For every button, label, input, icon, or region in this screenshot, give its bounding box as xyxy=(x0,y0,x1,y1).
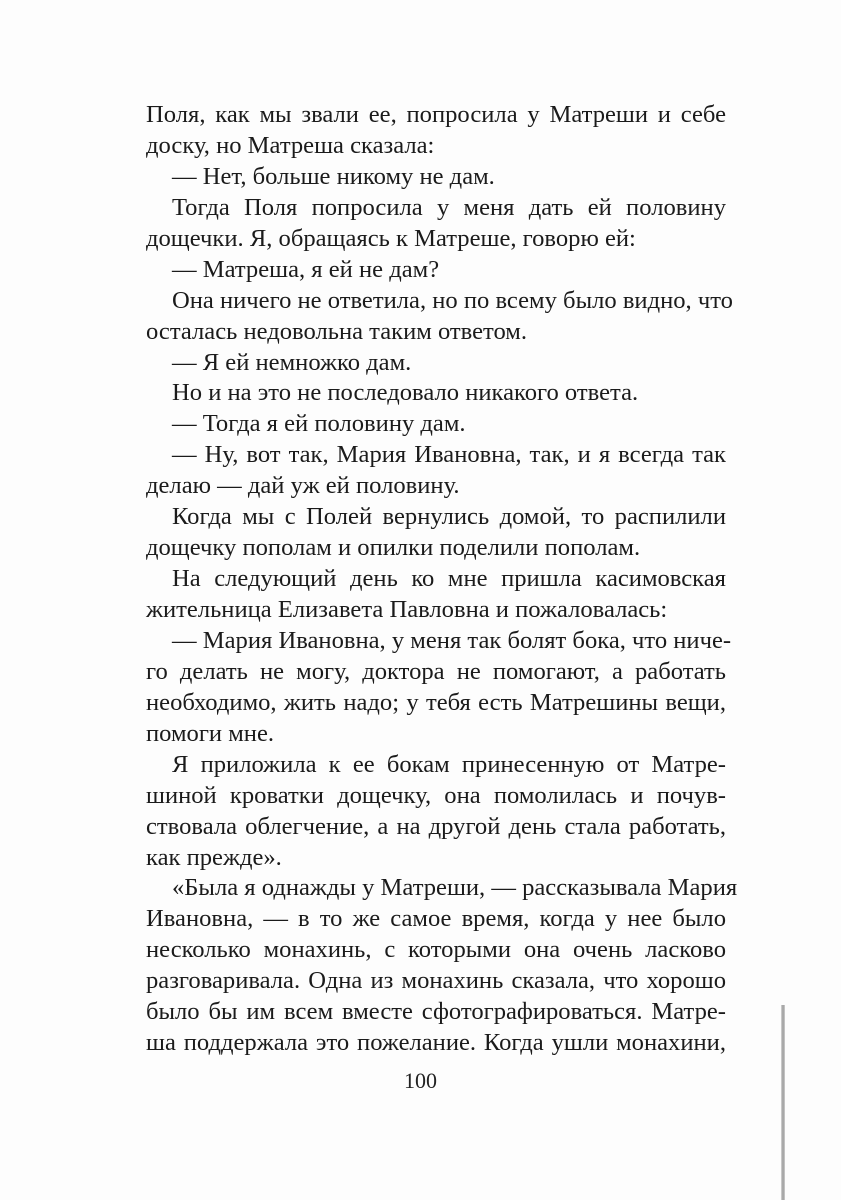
text-line: осталась недовольна таким ответом. xyxy=(146,317,528,345)
page-edge-shadow xyxy=(781,1005,785,1200)
text-line: дощечки. Я, обращаясь к Матреше, говорю ей: xyxy=(146,224,636,252)
text-line: ша поддержала это пожелание. Когда ушли монахини, xyxy=(146,1029,726,1057)
text-line: Ивановна, — в то же самое время, когда у нее было xyxy=(146,905,726,933)
text-line: помоги мне. xyxy=(146,719,275,747)
text-line: — Тогда я ей половину дам. xyxy=(172,410,466,438)
text-line: го делать не могу, доктора не помогают, а работать xyxy=(146,657,726,685)
text-line: делаю — дай уж ей половину. xyxy=(146,472,460,500)
text-line: шиной кроватки дощечку, она помолилась и почув- xyxy=(146,781,726,809)
text-line: Поля, как мы звали ее, попросила у Матреши и себе xyxy=(146,101,726,128)
text-line: — Я ей немножко дам. xyxy=(172,348,412,376)
text-line: было бы им всем вместе сфотографироваться. Матре- xyxy=(146,998,726,1026)
text-line: ствовала облегчение, а на другой день стала работать, xyxy=(146,812,726,840)
text-line: — Нет, больше никому не дам. xyxy=(172,162,495,190)
text-line: жительница Елизавета Павловна и пожаловалась: xyxy=(146,596,668,623)
text-line: — Мария Ивановна, у меня так болят бока, что ниче- xyxy=(172,626,732,654)
text-line: доску, но Матреша сказала: xyxy=(146,131,435,159)
page-number: 100 xyxy=(404,1068,437,1093)
text-line: Я приложила к ее бокам принесенную от Матре- xyxy=(172,750,726,778)
text-line: — Матреша, я ей не дам? xyxy=(172,255,440,283)
text-line: — Ну, вот так, Мария Ивановна, так, и я всегда так xyxy=(172,441,726,469)
text-line: дощечку пополам и опилки поделили пополам. xyxy=(146,534,641,562)
body-text xyxy=(146,100,738,1059)
text-line: Когда мы с Полей вернулись домой, то распилили xyxy=(172,503,726,531)
text-line: На следующий день ко мне пришла касимовская xyxy=(172,565,726,593)
text-line: Но и на это не последовало никакого ответа. xyxy=(172,379,639,407)
text-line: «Была я однажды у Матреши, — рассказывала Мария xyxy=(172,874,738,902)
text-line: как прежде». xyxy=(146,843,282,871)
text-line: Тогда Поля попросила у меня дать ей половину xyxy=(172,193,726,221)
text-line: необходимо, жить надо; у тебя есть Матрешины вещи, xyxy=(146,688,726,716)
text-line: Она ничего не ответила, но по всему было видно, что xyxy=(172,286,733,314)
text-line: разговаривала. Одна из монахинь сказала, что хорошо xyxy=(146,967,726,995)
text-line: несколько монахинь, с которыми она очень ласково xyxy=(146,936,726,964)
